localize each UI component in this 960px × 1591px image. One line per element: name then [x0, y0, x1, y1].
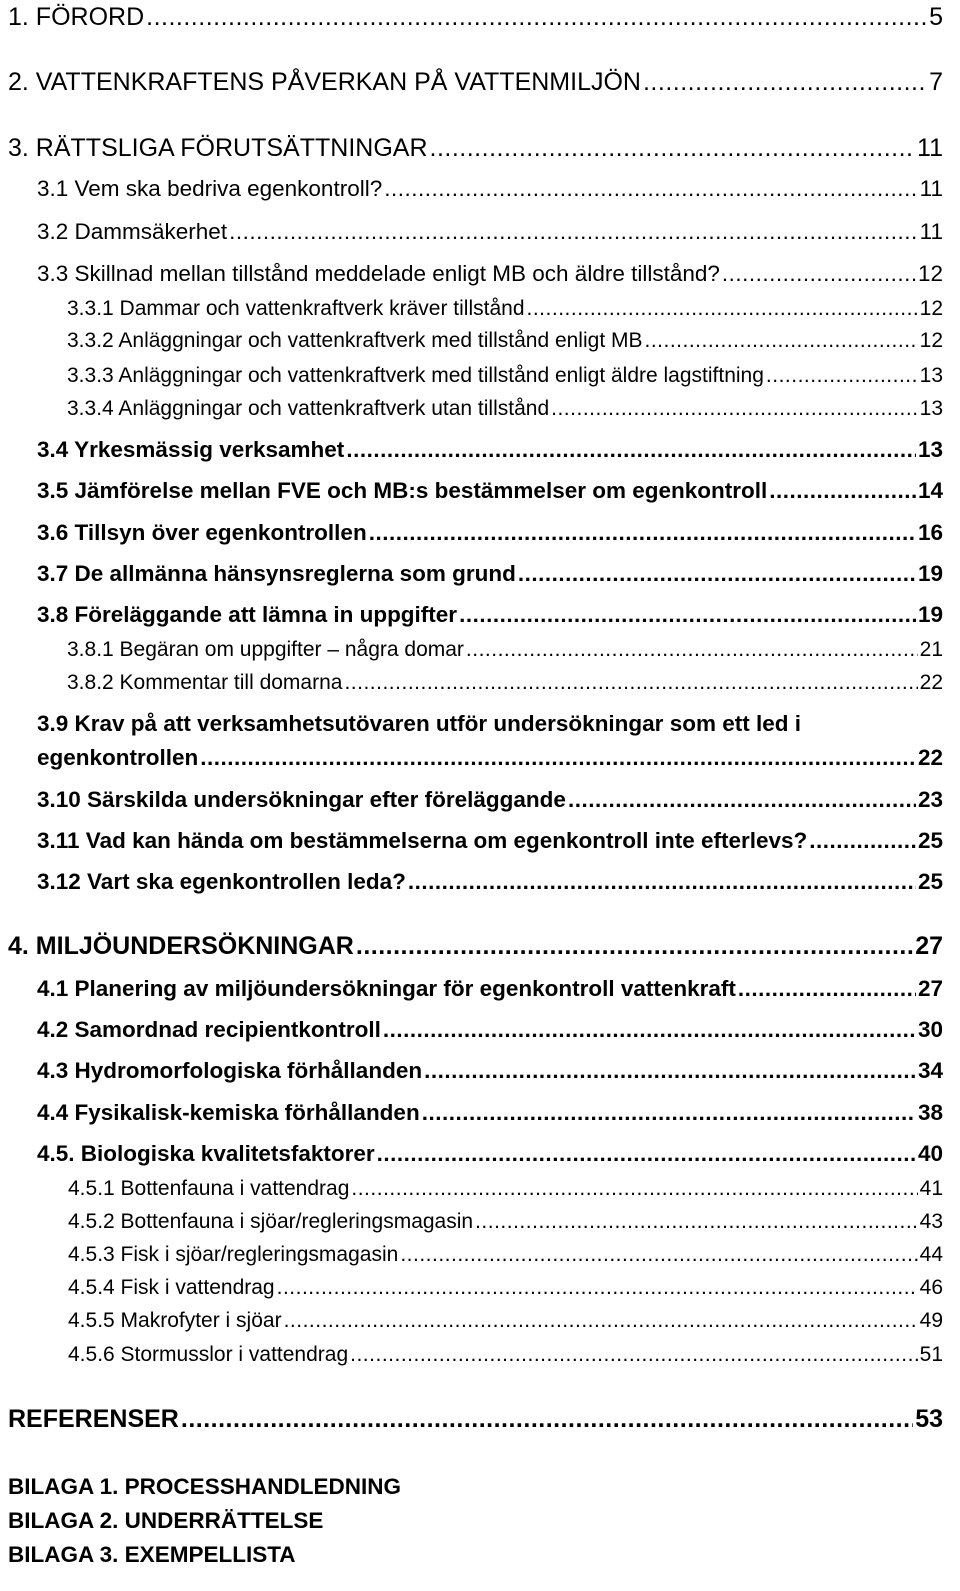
toc-title: egenkontrollen	[37, 745, 199, 770]
toc-page-number: 41	[919, 1177, 943, 1200]
toc-page-number: 19	[917, 602, 943, 627]
toc-leader-dots	[384, 176, 917, 202]
toc-entry-3-3-2[interactable]	[67, 329, 943, 353]
toc-leader-dots	[284, 1309, 918, 1333]
toc-entry-3-7[interactable]	[37, 561, 943, 587]
toc-title: 4.3 Hydromorfologiska förhållanden	[37, 1058, 423, 1083]
toc-title: 3.5 Jämförelse mellan FVE och MB:s bestämmelser om egenkontroll	[37, 478, 768, 503]
toc-page-number: 49	[919, 1309, 943, 1332]
toc-entry-1[interactable]	[8, 3, 943, 32]
toc-page-number: 5	[929, 3, 943, 31]
toc-entry-3-8[interactable]	[37, 602, 943, 628]
toc-leader-dots	[229, 219, 918, 245]
toc-title: 1. FÖRORD	[8, 3, 145, 31]
toc-leader-dots	[350, 1343, 918, 1367]
toc-title: 4.5. Biologiska kvalitetsfaktorer	[37, 1141, 375, 1166]
toc-leader-dots	[351, 1177, 917, 1201]
toc-leader-dots	[475, 1210, 918, 1234]
toc-entry-3-11[interactable]	[37, 828, 943, 854]
toc-title: 3.11 Vad kan hända om bestämmelserna om egenkontroll inte efterlevs?	[37, 828, 808, 853]
toc-entry-3-2[interactable]	[37, 219, 943, 245]
toc-page-number: 34	[917, 1058, 943, 1083]
toc-title: 3.2 Dammsäkerhet	[37, 219, 228, 244]
toc-title: 4.5.2 Bottenfauna i sjöar/regleringsmagasin	[68, 1210, 474, 1233]
toc-entry-3-3[interactable]	[37, 261, 943, 287]
toc-entry-3-3-3[interactable]	[67, 364, 943, 388]
toc-leader-dots	[146, 3, 927, 32]
toc-page-number: 13	[917, 437, 943, 462]
toc-title: 4.5.6 Stormusslor i vattendrag	[68, 1343, 349, 1366]
toc-page-number: 38	[917, 1100, 943, 1125]
toc-entry-3-5[interactable]	[37, 478, 943, 504]
toc-page-number: 16	[917, 520, 943, 545]
appendix-1-heading[interactable]: BILAGA 1. PROCESSHANDLEDNING	[8, 1474, 401, 1499]
toc-title: 3. RÄTTSLIGA FÖRUTSÄTTNINGAR	[8, 134, 428, 162]
toc-entry-4-5-4[interactable]	[68, 1276, 943, 1300]
toc-entry-3-10[interactable]	[37, 787, 943, 813]
appendix-2-heading[interactable]: BILAGA 2. UNDERRÄTTELSE	[8, 1508, 324, 1533]
toc-leader-dots	[344, 671, 917, 695]
toc-entry-referenser[interactable]	[8, 1405, 943, 1434]
toc-page-number: 44	[919, 1243, 943, 1266]
toc-page-number: 53	[915, 1405, 943, 1433]
toc-entry-4-2[interactable]	[37, 1017, 943, 1043]
toc-leader-dots	[422, 1100, 916, 1126]
toc-leader-dots	[766, 364, 918, 388]
toc-title: 3.7 De allmänna hänsynsreglerna som grund	[37, 561, 516, 586]
toc-leader-dots	[181, 1405, 913, 1434]
toc-entry-4-5-6[interactable]	[68, 1343, 943, 1367]
toc-page-number: 27	[917, 976, 943, 1001]
toc-leader-dots	[527, 297, 918, 321]
toc-page-number: 43	[919, 1210, 943, 1233]
toc-title: 3.8.1 Begäran om uppgifter – några domar	[67, 638, 464, 661]
toc-leader-dots	[459, 602, 916, 628]
toc-entry-4-3[interactable]	[37, 1058, 943, 1084]
toc-title: REFERENSER	[8, 1405, 179, 1433]
toc-entry-4-1[interactable]	[37, 976, 943, 1002]
toc-page-number: 12	[919, 329, 943, 352]
toc-title: 3.3.1 Dammar och vattenkraftverk kräver tillstånd	[67, 297, 525, 320]
toc-title: 4.2 Samordnad recipientkontroll	[37, 1017, 381, 1042]
toc-entry-3-3-4[interactable]	[67, 397, 943, 421]
toc-leader-dots	[369, 520, 916, 546]
toc-entry-3-8-2[interactable]	[67, 671, 943, 695]
toc-title: 4.1 Planering av miljöundersökningar för egenkontroll vattenkraft	[37, 976, 736, 1001]
toc-entry-3-9[interactable]	[37, 745, 943, 771]
toc-page-number: 7	[929, 68, 943, 96]
toc-title: 3.3 Skillnad mellan tillstånd meddelade enligt MB och äldre tillstånd?	[37, 261, 720, 286]
toc-page-number: 12	[919, 297, 943, 320]
toc-entry-4[interactable]	[8, 932, 943, 961]
toc-title: 4. MILJÖUNDERSÖKNINGAR	[8, 932, 354, 960]
toc-page-number: 51	[919, 1343, 943, 1366]
toc-page-number: 40	[917, 1141, 943, 1166]
toc-page-number: 21	[919, 638, 943, 661]
toc-entry-4-5-3[interactable]	[68, 1243, 943, 1267]
toc-leader-dots	[645, 329, 918, 353]
toc-leader-dots	[568, 787, 916, 813]
toc-leader-dots	[769, 478, 916, 504]
toc-entry-2[interactable]	[8, 68, 943, 97]
toc-leader-dots	[518, 561, 916, 587]
toc-title: 4.5.3 Fisk i sjöar/regleringsmagasin	[68, 1243, 399, 1266]
toc-entry-3[interactable]	[8, 134, 943, 163]
toc-entry-4-5-5[interactable]	[68, 1309, 943, 1333]
toc-entry-3-6[interactable]	[37, 520, 943, 546]
toc-entry-3-4[interactable]	[37, 437, 943, 463]
toc-leader-dots	[277, 1276, 918, 1300]
toc-title: 3.6 Tillsyn över egenkontrollen	[37, 520, 367, 545]
toc-page-number: 46	[919, 1276, 943, 1299]
toc-leader-dots	[408, 869, 916, 895]
toc-title: 4.5.1 Bottenfauna i vattendrag	[68, 1177, 350, 1200]
toc-title: 3.10 Särskilda undersökningar efter föreläggande	[37, 787, 566, 812]
toc-leader-dots	[356, 932, 913, 961]
toc-title: 3.3.2 Anläggningar och vattenkraftverk med tillstånd enligt MB	[67, 329, 643, 352]
toc-title: 2. VATTENKRAFTENS PÅVERKAN PÅ VATTENMILJÖN	[8, 68, 641, 96]
toc-page-number: 13	[919, 364, 943, 387]
toc-page-number: 11	[919, 176, 943, 201]
toc-leader-dots	[200, 745, 916, 771]
toc-page-number: 19	[917, 561, 943, 586]
toc-page-number: 22	[917, 745, 943, 770]
toc-title: 4.5.5 Makrofyter i sjöar	[68, 1309, 282, 1332]
toc-title: 4.4 Fysikalisk-kemiska förhållanden	[37, 1100, 420, 1125]
toc-page-number: 13	[919, 397, 943, 420]
toc-page-number: 14	[917, 478, 943, 503]
toc-entry-3-3-1[interactable]	[67, 297, 943, 321]
toc-leader-dots	[383, 1017, 916, 1043]
toc-leader-dots	[377, 1141, 916, 1167]
toc-page-number: 23	[917, 787, 943, 812]
toc-entry-4-4[interactable]	[37, 1100, 943, 1126]
toc-leader-dots	[551, 397, 918, 421]
toc-leader-dots	[466, 638, 918, 662]
toc-title: 3.8.2 Kommentar till domarna	[67, 671, 343, 694]
toc-entry-3-9-line1[interactable]: 3.9 Krav på att verksamhetsutövaren utför undersökningar som ett led i	[37, 711, 801, 736]
toc-title: 3.1 Vem ska bedriva egenkontroll?	[37, 176, 383, 201]
toc-page-number: 11	[917, 134, 943, 162]
toc-leader-dots	[722, 261, 916, 287]
toc-page-number: 25	[917, 869, 943, 894]
toc-page-number: 22	[919, 671, 943, 694]
toc-title: 3.3.4 Anläggningar och vattenkraftverk utan tillstånd	[67, 397, 550, 420]
toc-leader-dots	[643, 68, 927, 97]
toc-title: 3.8 Föreläggande att lämna in uppgifter	[37, 602, 458, 627]
toc-leader-dots	[346, 437, 916, 463]
toc-entry-4-5-1[interactable]	[68, 1177, 943, 1201]
toc-title: 3.12 Vart ska egenkontrollen leda?	[37, 869, 406, 894]
toc-leader-dots	[738, 976, 916, 1002]
toc-page-number: 12	[917, 261, 943, 286]
toc-title: 3.3.3 Anläggningar och vattenkraftverk med tillstånd enligt äldre lagstiftning	[67, 364, 764, 387]
toc-entry-4-5[interactable]	[37, 1141, 943, 1167]
toc-entry-4-5-2[interactable]	[68, 1210, 943, 1234]
toc-entry-3-12[interactable]	[37, 869, 943, 895]
toc-leader-dots	[424, 1058, 916, 1084]
toc-page-number: 11	[919, 219, 943, 244]
toc-entry-3-1[interactable]	[37, 176, 943, 202]
toc-page-number: 25	[917, 828, 943, 853]
toc-page-number: 30	[917, 1017, 943, 1042]
toc-leader-dots	[430, 134, 916, 163]
toc-title: 3.4 Yrkesmässig verksamhet	[37, 437, 345, 462]
toc-page-number: 27	[915, 932, 943, 960]
appendix-3-heading[interactable]: BILAGA 3. EXEMPELLISTA	[8, 1542, 296, 1567]
toc-leader-dots	[809, 828, 916, 854]
toc-entry-3-8-1[interactable]	[67, 638, 943, 662]
toc-leader-dots	[400, 1243, 917, 1267]
toc-title: 4.5.4 Fisk i vattendrag	[68, 1276, 275, 1299]
